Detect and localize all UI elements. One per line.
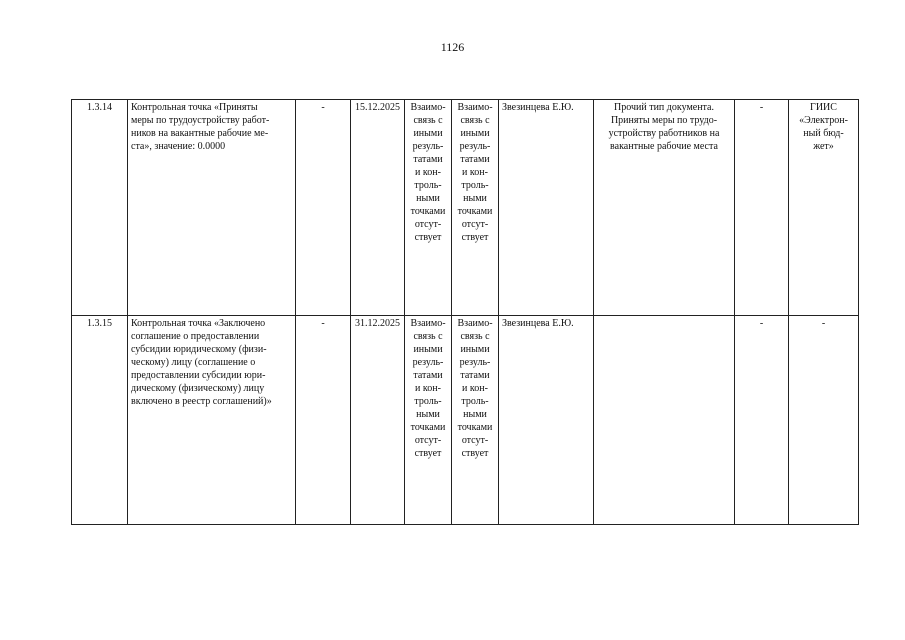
link-line: точками <box>457 206 493 217</box>
link-line: Взаимо- <box>410 318 446 329</box>
link-line: троль- <box>461 180 489 191</box>
base-value-cell: - <box>296 316 351 525</box>
link-line: троль- <box>414 396 442 407</box>
document-line: Приняты меры по трудо- <box>610 115 718 126</box>
name-line: включено в реестр соглашений)» <box>131 396 272 407</box>
information-system <box>789 316 859 525</box>
table-row <box>72 316 859 525</box>
row-number: 1.3.15 <box>72 316 128 525</box>
link-line: точками <box>410 206 446 217</box>
link-line: точками <box>410 422 446 433</box>
link-line: резуль- <box>459 357 491 368</box>
name-line: Контрольная точка «Заключено <box>131 318 266 329</box>
link-line: отсут- <box>414 435 442 446</box>
control-points-table <box>71 99 859 525</box>
link-line: иными <box>413 128 443 139</box>
system-line: ГИИС <box>810 102 837 113</box>
name-line: ников на вакантные рабочие ме- <box>131 128 269 139</box>
information-system <box>789 100 859 316</box>
name-line: предоставлении субсидии юри- <box>131 370 266 381</box>
link-successor-cell <box>452 100 499 316</box>
link-line: точками <box>457 422 493 433</box>
name-line: субсидии юридическому (физи- <box>131 344 267 355</box>
link-line: и кон- <box>462 383 488 394</box>
name-line: ста», значение: 0.0000 <box>131 141 226 152</box>
confirming-document <box>594 100 735 316</box>
responsible-person: Звезинцева Е.Ю. <box>499 100 594 316</box>
document-line: вакантные рабочие места <box>610 141 718 152</box>
link-line: Взаимо- <box>410 102 446 113</box>
system-line: ный бюд- <box>803 128 844 139</box>
responsible-person: Звезинцева Е.Ю. <box>499 316 594 525</box>
deadline-date: 15.12.2025 <box>351 100 405 316</box>
link-line: ными <box>463 193 487 204</box>
link-line: резуль- <box>459 141 491 152</box>
link-line: татами <box>460 154 490 165</box>
control-point-name <box>128 100 296 316</box>
link-line: троль- <box>461 396 489 407</box>
link-line: связь с <box>460 331 490 342</box>
link-line: отсут- <box>461 219 489 230</box>
link-predecessor-cell <box>405 100 452 316</box>
deadline-date: 31.12.2025 <box>351 316 405 525</box>
name-line: Контрольная точка «Приняты <box>131 102 258 113</box>
link-line: ствует <box>461 448 489 459</box>
link-line: и кон- <box>415 167 441 178</box>
link-line: иными <box>460 344 490 355</box>
system-line: «Электрон- <box>799 115 848 126</box>
link-line: троль- <box>414 180 442 191</box>
link-line: Взаимо- <box>457 318 493 329</box>
link-line: татами <box>413 370 443 381</box>
extra-value-cell: - <box>735 316 789 525</box>
link-line: ными <box>463 409 487 420</box>
link-line: татами <box>413 154 443 165</box>
link-line: ными <box>416 409 440 420</box>
link-successor-cell <box>452 316 499 525</box>
link-line: и кон- <box>415 383 441 394</box>
link-line: и кон- <box>462 167 488 178</box>
page-number: 1126 <box>440 40 465 54</box>
base-value-cell: - <box>296 100 351 316</box>
document-line: Прочий тип документа. <box>614 102 714 113</box>
link-line: иными <box>460 128 490 139</box>
table-row <box>72 100 859 316</box>
link-line: ствует <box>414 232 442 243</box>
link-line: ными <box>416 193 440 204</box>
system-line: жет» <box>813 141 834 152</box>
link-line: резуль- <box>412 357 444 368</box>
name-line: меры по трудоустройству работ- <box>131 115 270 126</box>
name-line: соглашение о предоставлении <box>131 331 260 342</box>
link-predecessor-cell <box>405 316 452 525</box>
link-line: резуль- <box>412 141 444 152</box>
control-point-name <box>128 316 296 525</box>
system-line: - <box>821 318 826 329</box>
link-line: связь с <box>413 115 443 126</box>
link-line: связь с <box>413 331 443 342</box>
confirming-document <box>594 316 735 525</box>
link-line: Взаимо- <box>457 102 493 113</box>
link-line: отсут- <box>461 435 489 446</box>
row-number: 1.3.14 <box>72 100 128 316</box>
name-line: ческому) лицу (соглашение о <box>131 357 256 368</box>
link-line: ствует <box>414 448 442 459</box>
link-line: иными <box>413 344 443 355</box>
extra-value-cell: - <box>735 100 789 316</box>
link-line: татами <box>460 370 490 381</box>
link-line: отсут- <box>414 219 442 230</box>
link-line: связь с <box>460 115 490 126</box>
name-line: дическому (физическому) лицу <box>131 383 265 394</box>
link-line: ствует <box>461 232 489 243</box>
document-line: устройству работников на <box>608 128 720 139</box>
